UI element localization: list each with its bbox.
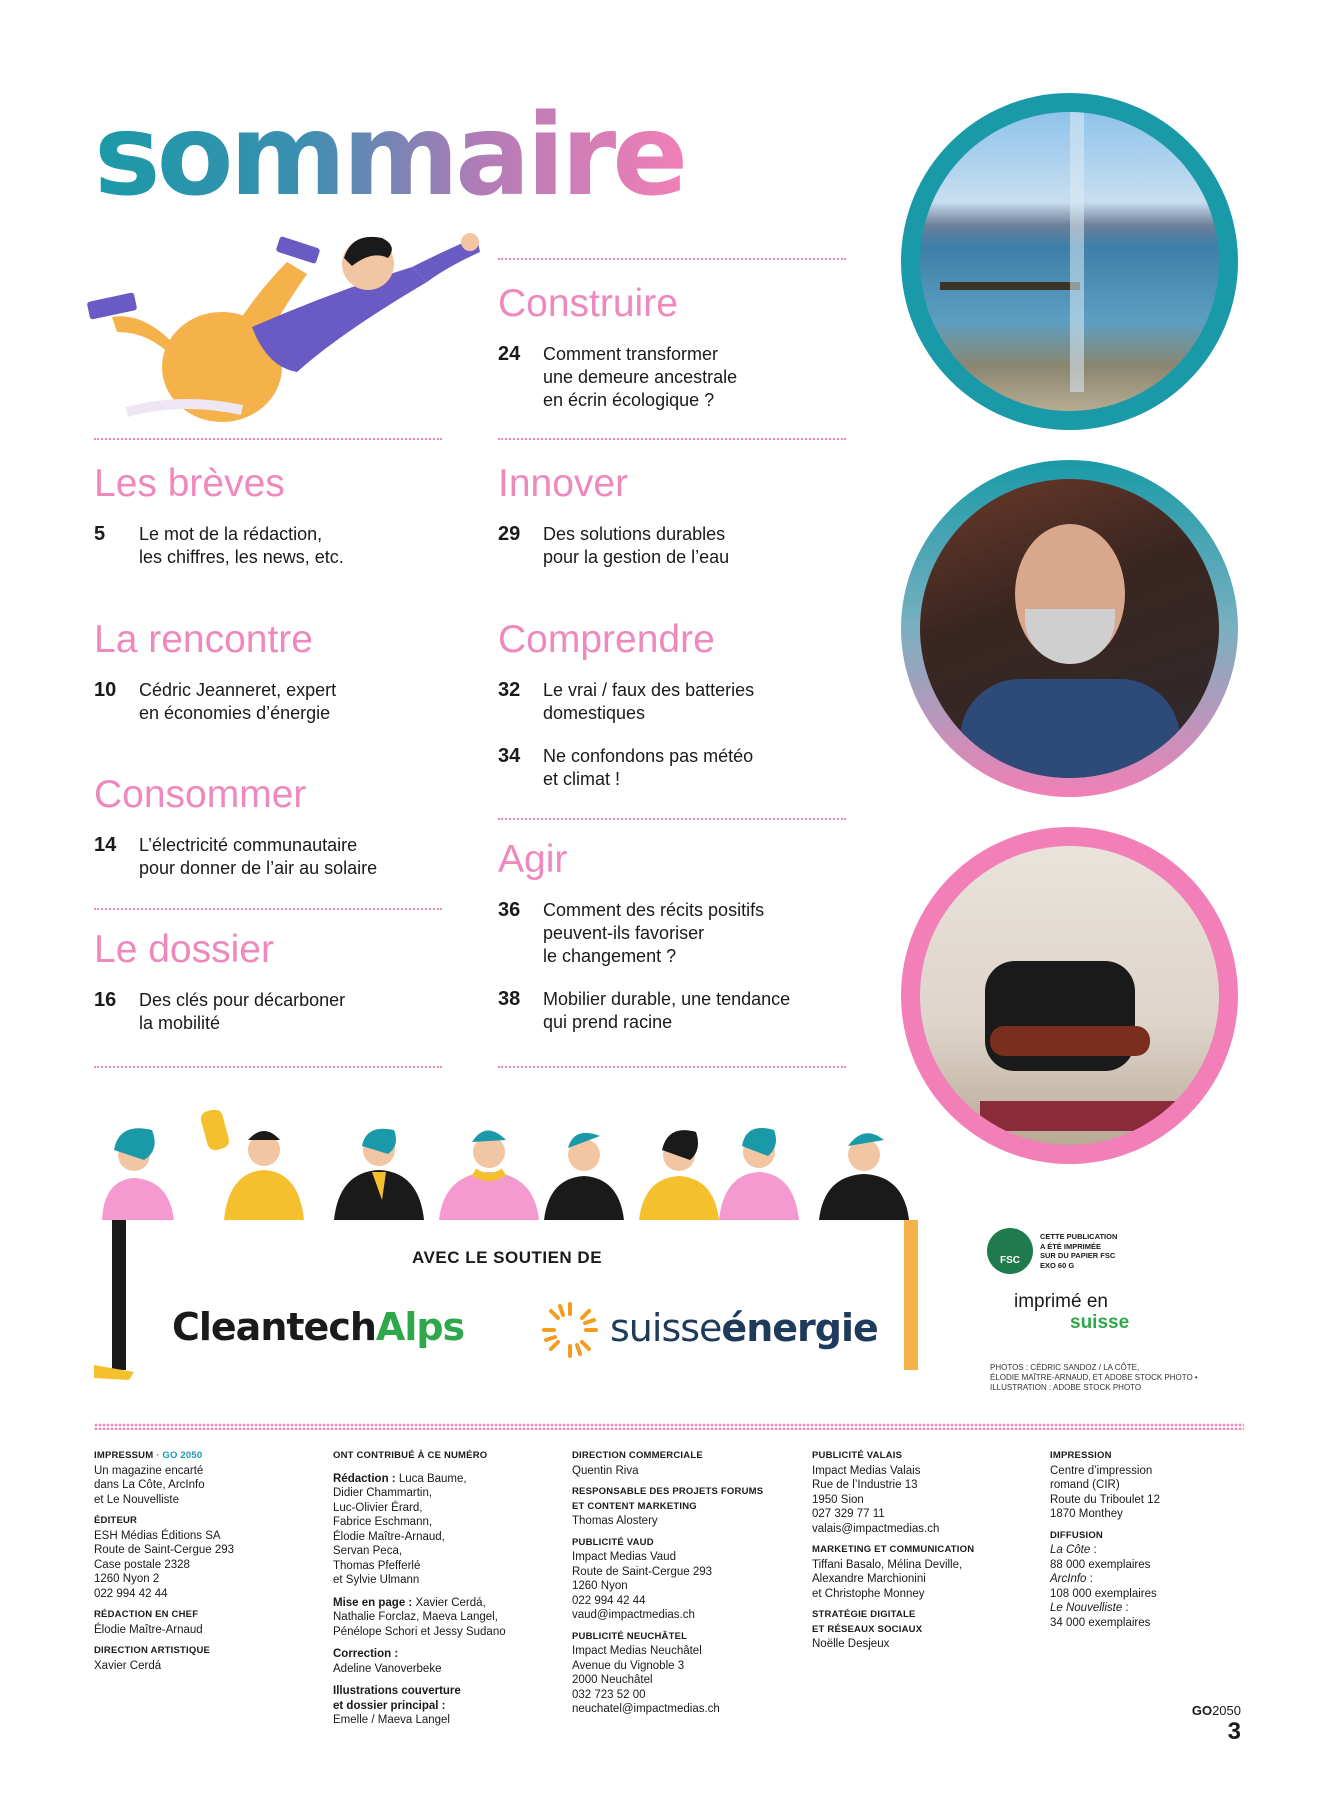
divider <box>498 1066 846 1068</box>
fsc-logo: FSC <box>987 1228 1033 1274</box>
cleantech-alps-logo[interactable]: CleantechAlps <box>172 1305 465 1349</box>
toc-entry[interactable]: 5 Le mot de la rédaction, les chiffres, les news, etc. <box>94 523 344 567</box>
toc-entry[interactable]: 16 Des clés pour décarboner la mobilité <box>94 989 346 1033</box>
toc-entry[interactable]: 10 Cédric Jeanneret, expert en économies d’énergie <box>94 679 337 723</box>
page-number: 14 <box>94 834 117 856</box>
toc-entry[interactable]: 38 Mobilier durable, une tendance qui prend racine <box>498 988 791 1032</box>
portrait-photo <box>920 479 1219 778</box>
portrait-photo-ring <box>901 460 1238 797</box>
section-title-rencontre: La rencontre <box>94 618 313 661</box>
section-title-innover: Innover <box>498 462 629 505</box>
divider <box>94 1066 442 1068</box>
divider <box>94 438 442 440</box>
page-number: 24 <box>498 343 521 365</box>
impressum-col-4: PUBLICITÉ VALAIS Impact Medias Valais Rue de l’Industrie 13 1950 Sion 027 329 77 11 valais@impactmedias.ch MARKETING ET COMMUNICATION Tiffani Basalo, Mélina Deville, Alexandre Marchionini et Christophe Monney STRATÉGIE DIGITALE ET RÉSEAUX SOCIAUX Noëlle Desjeux <box>812 1450 975 1650</box>
page-number: 29 <box>498 523 521 545</box>
section-title-comprendre: Comprendre <box>498 618 715 661</box>
divider <box>94 908 442 910</box>
page-number: 10 <box>94 679 117 701</box>
section-title-breves: Les brèves <box>94 462 285 505</box>
toc-entry[interactable]: 32 Le vrai / faux des batteries domestiques <box>498 679 755 723</box>
imprime-en-suisse: imprimé en suisse <box>1014 1291 1130 1333</box>
impressum-col-1: IMPRESSUM · GO 2050 Un magazine encarté dans La Côte, ArcInfo et Le Nouvelliste ÉDITEUR ESH Médias Éditions SA Route de Saint-Cergue 293 Case postale 2328 1260 Nyon 2 022 994 42 44 RÉDACTION EN CHEF Élodie Maître-Arnaud DIRECTION ARTISTIQUE Xavier Cerdá <box>94 1450 235 1672</box>
section-title-construire: Construire <box>498 282 678 325</box>
section-title-dossier: Le dossier <box>94 928 274 971</box>
page-number: 34 <box>498 745 521 767</box>
toc-entry[interactable]: 29 Des solutions durables pour la gestion de l’eau <box>498 523 730 567</box>
divider <box>498 818 846 820</box>
brand-mark: GO2050 <box>1191 1703 1241 1718</box>
impressum-col-2: ONT CONTRIBUÉ À CE NUMÉRO Rédaction : Luca Baume, Didier Chammartin, Luc-Olivier Érard, Fabrice Eschmann, Élodie Maître-Arnaud, Servan Peca, Thomas Pfefferlé et Sylvie Ulmann Mise en page : Xavier Cerdá, Nathalie Forclaz, Maeva Langel, Pénélope Schori et Jessy Sudano Correction : Adeline Vanoverbeke Illustrations couverture et dossier principal : Emelle / Maeva Langel <box>333 1450 506 1726</box>
photo-credits: PHOTOS : CÉDRIC SANDOZ / LA CÔTE, ÉLODIE MAÎTRE-ARNAUD, ET ADOBE STOCK PHOTO • ILLUSTRATION : ADOBE STOCK PHOTO <box>990 1363 1198 1392</box>
armchair-photo <box>920 846 1219 1145</box>
impressum-col-3: DIRECTION COMMERCIALE Quentin Riva RESPONSABLE DES PROJETS FORUMS ET CONTENT MARKETING Thomas Alostery PUBLICITÉ VAUD Impact Medias Vaud Route de Saint-Cergue 293 1260 Nyon 022 994 42 44 vaud@impactmedias.ch PUBLICITÉ NEUCHÂTEL Impact Medias Neuchâtel Avenue du Vignoble 3 2000 Neuchâtel 032 723 52 00 neuchatel@impactmedias.ch <box>572 1450 764 1715</box>
page-number-footer: 3 <box>1227 1718 1241 1745</box>
page-title: sommaire <box>94 91 685 221</box>
suisse-energie-logo[interactable]: suisseénergie <box>610 1306 878 1350</box>
page-number: 5 <box>94 523 106 545</box>
lake-photo-ring <box>901 93 1238 430</box>
page-number: 16 <box>94 989 117 1011</box>
lake-photo <box>920 112 1219 411</box>
page-number: 36 <box>498 899 521 921</box>
impressum-col-5: IMPRESSION Centre d’impression romand (CIR) Route du Triboulet 12 1870 Monthey DIFFUSION La Côte : 88 000 exemplaires ArcInfo : 108 000 exemplaires Le Nouvelliste : 34 000 exemplaires <box>1050 1450 1160 1629</box>
toc-entry[interactable]: 14 L’électricité communautaire pour donner de l’air au solaire <box>94 834 378 878</box>
page-number: 32 <box>498 679 521 701</box>
falling-person-illustration <box>82 222 482 422</box>
support-label: AVEC LE SOUTIEN DE <box>412 1248 603 1267</box>
page-footer <box>1192 1702 1241 1744</box>
footer-divider <box>94 1423 1244 1430</box>
section-title-agir: Agir <box>498 838 568 881</box>
toc-entry[interactable]: 34 Ne confondons pas météo et climat ! <box>498 745 754 789</box>
divider <box>498 438 846 440</box>
toc-entry[interactable]: 24 Comment transformer une demeure ancestrale en écrin écologique ? <box>498 343 738 410</box>
section-title-consommer: Consommer <box>94 773 307 816</box>
fsc-note: CETTE PUBLICATION A ÉTÉ IMPRIMÉE SUR DU PAPIER FSC EXO 60 G <box>1040 1232 1118 1270</box>
divider <box>498 258 846 260</box>
page-number: 38 <box>498 988 521 1010</box>
toc-entry[interactable]: 36 Comment des récits positifs peuvent-ils favoriser le changement ? <box>498 899 765 966</box>
sun-icon <box>540 1300 600 1360</box>
